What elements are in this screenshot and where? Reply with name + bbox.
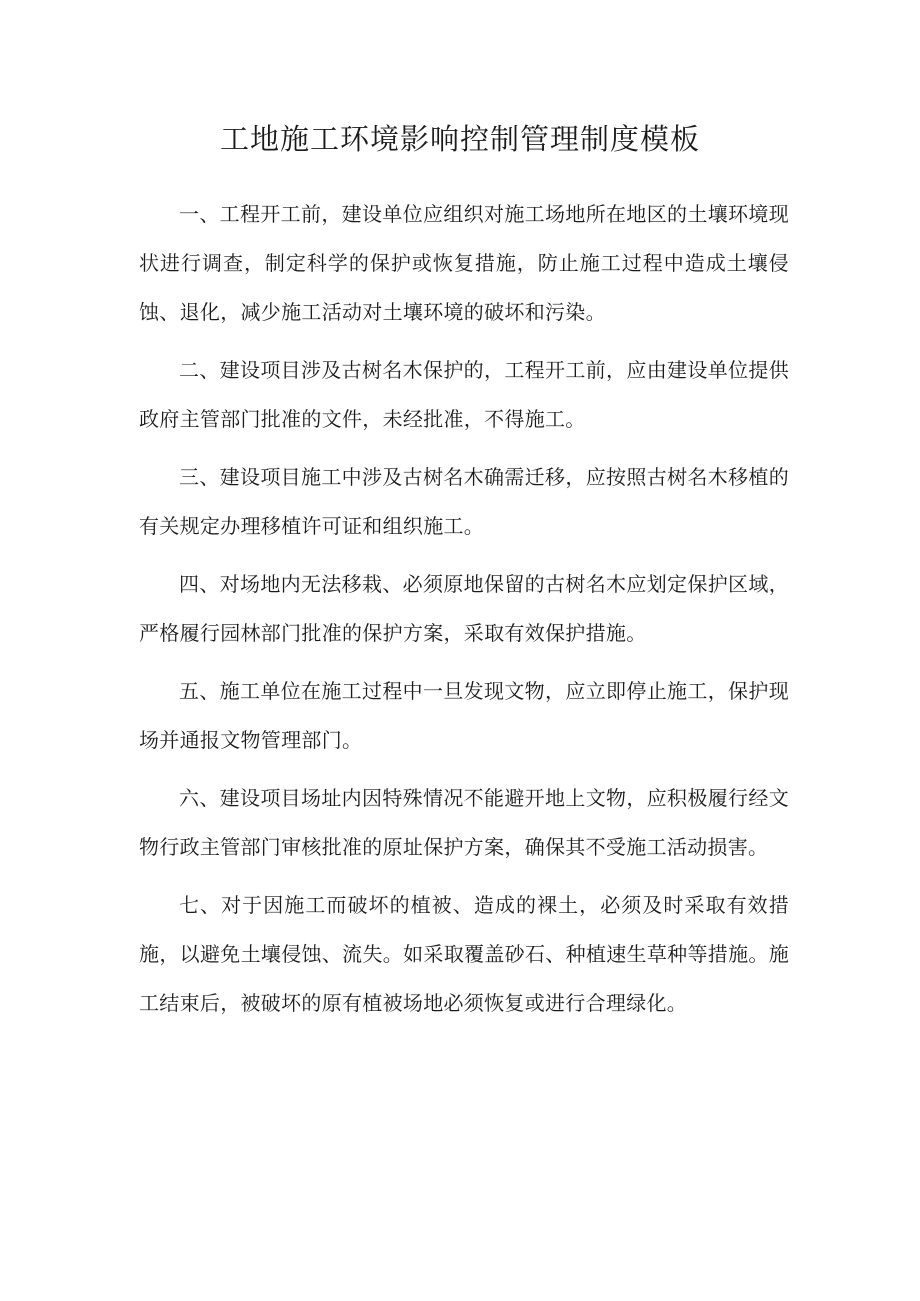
paragraph-1: 一、工程开工前，建设单位应组织对施工场地所在地区的土壤环境现状进行调查，制定科学的保护或恢复措施，防止施工过程中造成土壤侵蚀、退化，减少施工活动对土壤环境的破坏和污染。 (139, 202, 789, 324)
document-title: 工地施工环境影响控制管理制度模板 (219, 122, 700, 156)
paragraph-3: 三、建设项目施工中涉及古树名木确需迁移，应按照古树名木移植的有关规定办理移植许可证和组织施工。 (139, 465, 789, 538)
paragraph-7: 七、对于因施工而破坏的植被、造成的裸土，必须及时采取有效措施，以避免土壤侵蚀、流失。如采取覆盖砂石、种植速生草种等措施。施工结束后，被破坏的原有植被场地必须恢复或进行合理绿化。 (139, 893, 789, 1015)
paragraph-6: 六、建设项目场址内因特殊情况不能避开地上文物，应积极履行经文物行政主管部门审核批准的原址保护方案，确保其不受施工活动损害。 (139, 786, 789, 859)
paragraph-4: 四、对场地内无法移栽、必须原地保留的古树名木应划定保护区域，严格履行园林部门批准的保护方案，采取有效保护措施。 (139, 572, 789, 645)
document-body (139, 190, 789, 1037)
paragraph-2: 二、建设项目涉及古树名木保护的，工程开工前，应由建设单位提供政府主管部门批准的文件，未经批准，不得施工。 (139, 358, 789, 431)
paragraph-5: 五、施工单位在施工过程中一旦发现文物，应立即停止施工，保护现场并通报文物管理部门。 (139, 679, 789, 752)
